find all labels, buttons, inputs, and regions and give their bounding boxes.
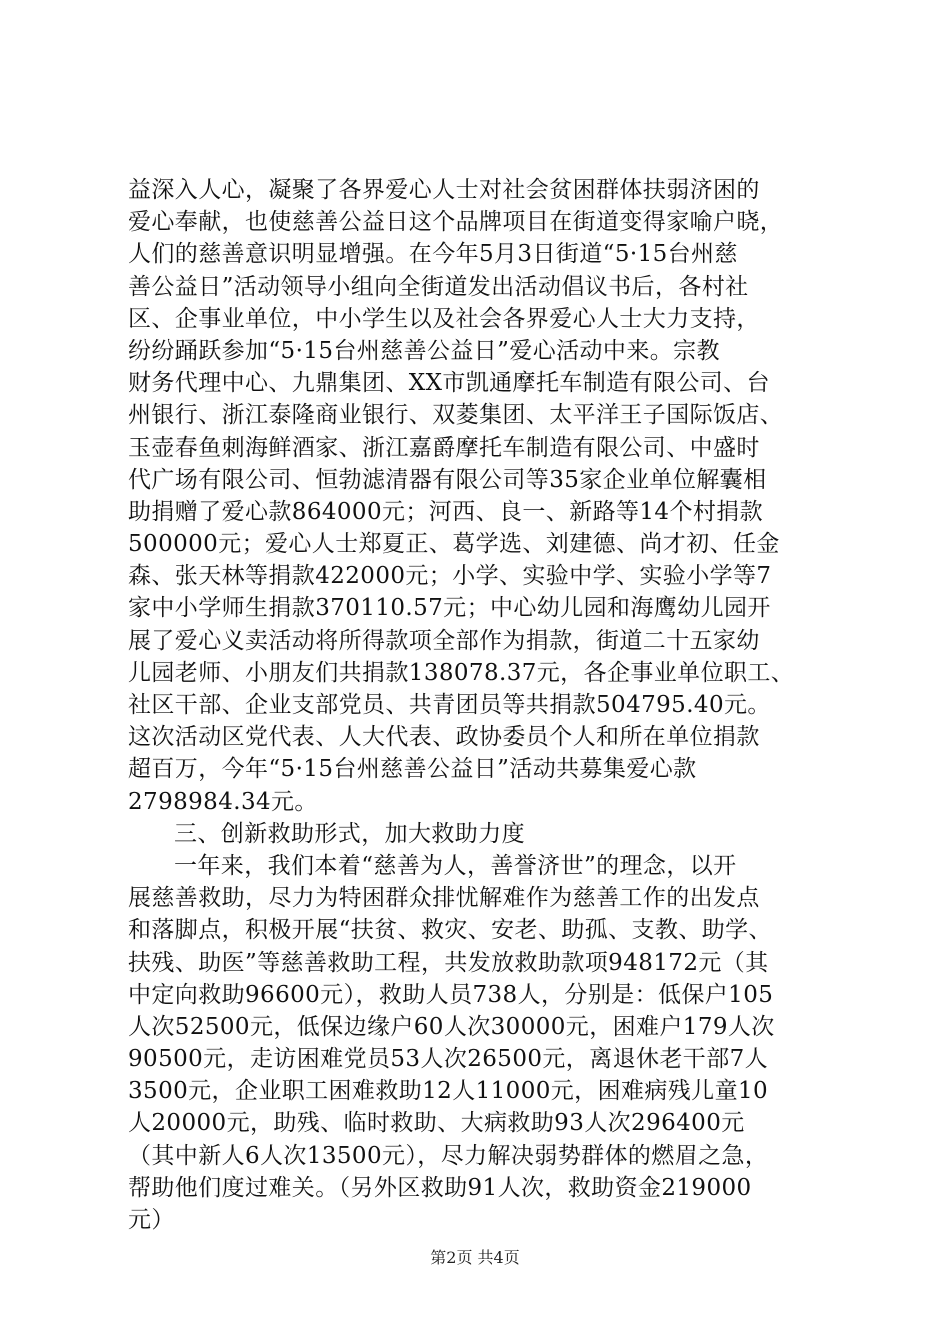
text-line: 爱心奉献，也使慈善公益日这个品牌项目在街道变得家喻户晓， (128, 209, 784, 236)
text-line: 助捐赠了爱心款864000元；河西、良一、新路等14个村捐款 (128, 498, 764, 525)
text-line: 这次活动区党代表、人大代表、政协委员个人和所在单位捐款 (128, 724, 760, 751)
text-line: 森、张天林等捐款422000元；小学、实验中学、实验小学等7 (128, 563, 772, 590)
text-line: 超百万，今年“5·15台州慈善公益日”活动共募集爱心款 (128, 756, 697, 783)
text-line: （其中新人6人次13500元），尽力解决弱势群体的燃眉之急， (128, 1142, 769, 1169)
text-line: 益深入人心，凝聚了各界爱心人士对社会贫困群体扶弱济困的 (128, 177, 760, 203)
text-line: 一年来，我们本着“慈善为人，善誉济世”的理念，以开 (174, 852, 737, 879)
text-line: 代广场有限公司、恒勃滤清器有限公司等35家企业单位解囊相 (128, 466, 767, 493)
text-line: 州银行、浙江泰隆商业银行、双菱集团、太平洋王子国际饭店、 (128, 402, 784, 429)
text-line: 元） (128, 1207, 175, 1233)
text-line: 90500元，走访困难党员53人次26500元，离退休老干部7人 (128, 1046, 769, 1073)
text-line: 社区干部、企业支部党员、共青团员等共捐款504795.40元。 (128, 692, 771, 718)
text-line: 中定向救助96600元），救助人员738人，分别是：低保户105 (128, 981, 774, 1008)
text-line: 玉壶春鱼刺海鲜酒家、浙江嘉爵摩托车制造有限公司、中盛时 (128, 434, 760, 461)
text-line: 儿园老师、小朋友们共捐款138078.37元，各企事业单位职工、 (128, 659, 795, 686)
text-line: 财务代理中心、九鼎集团、XX市凯通摩托车制造有限公司、台 (128, 370, 770, 397)
text-line: 3500元，企业职工困难救助12人11000元，困难病残儿童10 (128, 1078, 769, 1105)
text-line: 展慈善救助，尽力为特困群众排忧解难作为慈善工作的出发点 (128, 885, 760, 912)
text-line: 人次52500元，低保边缘户60人次30000元，困难户179人次 (128, 1013, 775, 1040)
text-line: 善公益日”活动领导小组向全街道发出活动倡议书后，各村社 (128, 273, 749, 300)
body-text (128, 174, 840, 1236)
text-line: 扶残、助医”等慈善救助工程，共发放救助款项948172元（其 (128, 949, 769, 976)
page-footer: 第2页 共4页 (430, 1248, 520, 1267)
text-line: 500000元；爱心人士郑夏正、葛学选、刘建德、尚才初、任金 (128, 531, 780, 558)
text-line: 人们的慈善意识明显增强。在今年5月3日街道“5·15台州慈 (128, 241, 738, 268)
text-line: 区、企事业单位，中小学生以及社会各界爱心人士大力支持， (128, 305, 760, 332)
text-line: 家中小学师生捐款370110.57元；中心幼儿园和海鹰幼儿园开 (128, 595, 771, 622)
text-line: 人20000元，助残、临时救助、大病救助93人次296400元 (128, 1110, 745, 1137)
text-line: 展了爱心义卖活动将所得款项全部作为捐款，街道二十五家幼 (128, 627, 760, 654)
text-line: 和落脚点，积极开展“扶贫、救灾、安老、助孤、支教、助学、 (128, 917, 772, 944)
text-line: 帮助他们度过难关。（另外区救助91人次，救助资金219000 (128, 1174, 752, 1201)
text-line: 纷纷踊跃参加“5·15台州慈善公益日”爱心活动中来。宗教 (128, 337, 720, 364)
text-line: 三、创新救助形式，加大救助力度 (174, 820, 525, 847)
text-line: 2798984.34元。 (128, 788, 318, 815)
